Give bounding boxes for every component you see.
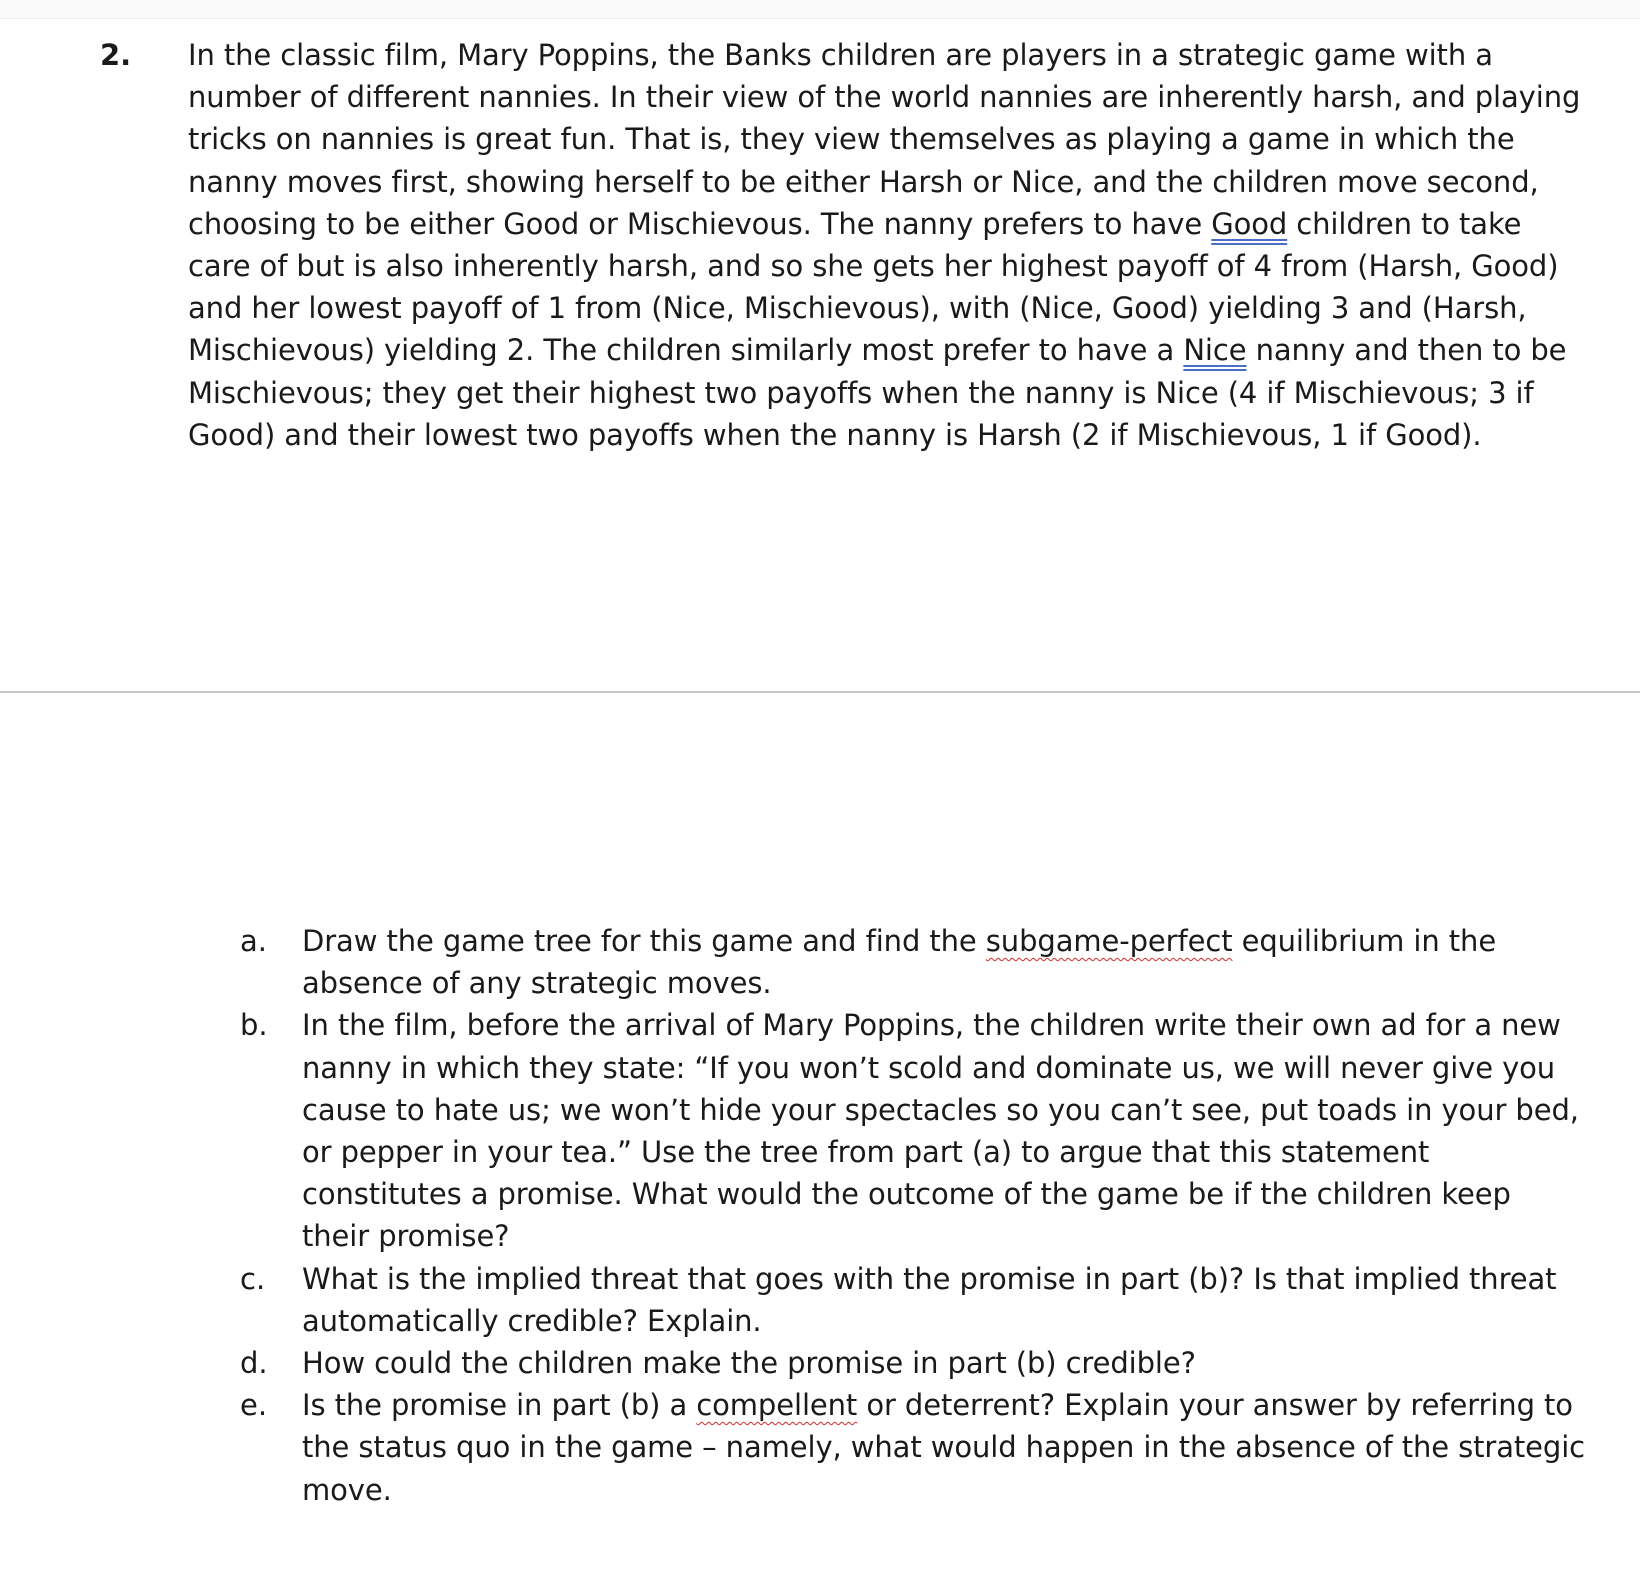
spelling-flag-compellent[interactable]: compellent bbox=[696, 1388, 858, 1423]
part-letter: e. bbox=[240, 1388, 268, 1423]
part-line: In the film, before the arrival of Mary Poppins, the children write their own ad for a new bbox=[302, 1008, 1561, 1043]
question-parts bbox=[240, 920, 1620, 1511]
part-text bbox=[302, 1384, 1620, 1511]
part-line: How could the children make the promise in part (b) credible? bbox=[302, 1346, 1196, 1381]
problem-line: nanny moves first, showing herself to be either Harsh or Nice, and the children move second, bbox=[188, 164, 1539, 199]
problem-number: 2. bbox=[100, 38, 132, 72]
line-text: children to take bbox=[1287, 206, 1522, 241]
page-break-divider bbox=[0, 691, 1640, 693]
window-top-strip bbox=[0, 0, 1640, 19]
part-letter: c. bbox=[240, 1261, 266, 1296]
part-text bbox=[302, 1004, 1620, 1257]
part-c bbox=[240, 1258, 1620, 1342]
part-line bbox=[302, 1384, 1620, 1426]
part-letter: d. bbox=[240, 1346, 268, 1381]
part-line: move. bbox=[302, 1472, 392, 1507]
problem-line bbox=[188, 329, 1640, 371]
part-line: What is the implied threat that goes with the promise in part (b)? Is that implied threat bbox=[302, 1261, 1557, 1296]
part-line: nanny in which they state: “If you won’t scold and dominate us, we will never give you bbox=[302, 1050, 1556, 1085]
part-a bbox=[240, 920, 1620, 1004]
spelling-flag-subgame-perfect[interactable]: subgame-perfect bbox=[985, 924, 1233, 958]
part-text bbox=[302, 1258, 1620, 1342]
part-letter: a. bbox=[240, 924, 267, 958]
problem-line: Good) and their lowest two payoffs when the nanny is Harsh (2 if Mischievous, 1 if Good). bbox=[188, 417, 1482, 452]
part-text bbox=[302, 1342, 1620, 1384]
part-line: the status quo in the game – namely, what would happen in the absence of the strategic bbox=[302, 1430, 1586, 1465]
problem-line: In the classic film, Mary Poppins, the Banks children are players in a strategic game with a bbox=[188, 38, 1493, 72]
grammar-flag-good[interactable]: Good bbox=[1211, 206, 1288, 241]
part-line: automatically credible? Explain. bbox=[302, 1303, 762, 1338]
part-e bbox=[240, 1384, 1620, 1511]
line-text: Is the promise in part (b) a bbox=[302, 1388, 697, 1423]
part-text bbox=[302, 920, 1620, 1004]
line-text: equilibrium in the bbox=[1232, 924, 1497, 958]
part-line: absence of any strategic moves. bbox=[302, 966, 772, 1001]
part-d bbox=[240, 1342, 1620, 1384]
problem-line: care of but is also inherently harsh, and so she gets her highest payoff of 4 from (Harsh, Good) bbox=[188, 249, 1559, 284]
problem-line: tricks on nannies is great fun. That is, they view themselves as playing a game in which the bbox=[188, 122, 1515, 157]
part-b bbox=[240, 1004, 1620, 1257]
line-text: choosing to be either Good or Mischievous. The nanny prefers to have bbox=[188, 206, 1212, 241]
problem-statement bbox=[188, 34, 1640, 456]
part-line: constitutes a promise. What would the outcome of the game be if the children keep bbox=[302, 1177, 1511, 1212]
grammar-flag-nice[interactable]: Nice bbox=[1183, 333, 1247, 368]
problem-line bbox=[188, 203, 1640, 245]
part-line: cause to hate us; we won’t hide your spectacles so you can’t see, put toads in your bed, bbox=[302, 1092, 1579, 1127]
line-text: or deterrent? Explain your answer by referring to bbox=[857, 1388, 1573, 1423]
problem-line: and her lowest payoff of 1 from (Nice, Mischievous), with (Nice, Good) yielding 3 and (Harsh, bbox=[188, 291, 1527, 326]
part-line bbox=[302, 920, 1620, 962]
line-text: Mischievous) yielding 2. The children similarly most prefer to have a bbox=[188, 333, 1184, 368]
part-letter: b. bbox=[240, 1008, 268, 1043]
problem-line: number of different nannies. In their view of the world nannies are inherently harsh, and playing bbox=[188, 80, 1581, 115]
line-text: Draw the game tree for this game and find the bbox=[302, 924, 986, 958]
line-text: nanny and then to be bbox=[1246, 333, 1567, 368]
part-line: their promise? bbox=[302, 1219, 510, 1254]
problem-line: Mischievous; they get their highest two payoffs when the nanny is Nice (4 if Mischievous; 3 if bbox=[188, 375, 1534, 410]
part-line: or pepper in your tea.” Use the tree from part (a) to argue that this statement bbox=[302, 1135, 1430, 1170]
